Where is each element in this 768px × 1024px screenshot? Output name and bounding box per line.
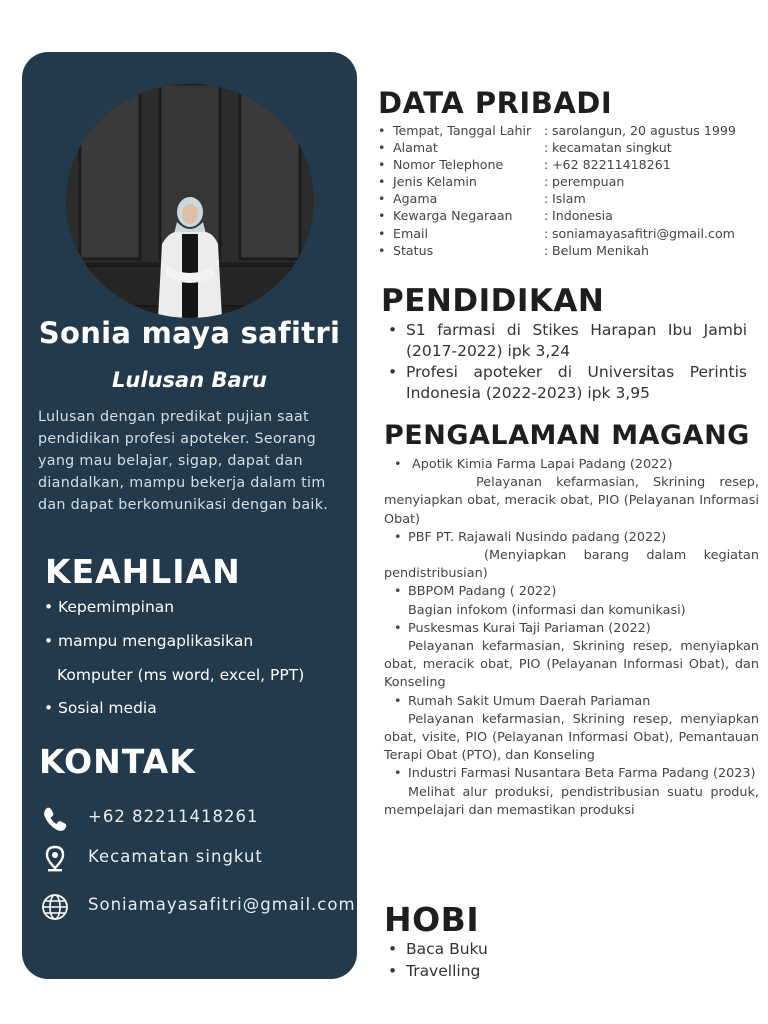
contact-phone-text: +62 82211418261 xyxy=(88,807,259,826)
internship-desc: Melihat alur produksi, pendistribusian suatu produk, mempelajari dan memastikan produksi xyxy=(384,784,759,818)
personal-row: • Agama : Islam xyxy=(378,191,586,207)
internship-desc: Pelayanan kefarmasian, Skrining resep, menyiapkan obat, visite, PIO (Pelayanan Informasi Obat), Pemantauan Terapi Obat (PTO), dan Konseling xyxy=(384,711,759,764)
internship-desc: Pelayanan kefarmasian, Skrining resep, menyiapkan obat, meracik obat, PIO (Pelayanan Informasi Obat) xyxy=(384,475,759,527)
skill-item-continuation: Komputer (ms word, excel, PPT) xyxy=(57,666,305,684)
internship-heading: PENGALAMAN MAGANG xyxy=(384,420,750,451)
skills-heading: KEAHLIAN xyxy=(45,552,241,591)
personal-row: • Kewarga Negaraan : Indonesia xyxy=(378,208,613,224)
internship-title: • Puskesmas Kurai Taji Pariaman (2022) xyxy=(394,620,651,636)
contact-email-text: Soniamayasafitri@gmail.com xyxy=(88,895,356,914)
personal-row: • Email : soniamayasafitri@gmail.com xyxy=(378,225,735,241)
personal-row: • Nomor Telephone : +62 82211418261 xyxy=(378,157,671,173)
phone-icon xyxy=(40,804,70,834)
profile-photo xyxy=(66,84,314,318)
internship-title: • BBPOM Padang ( 2022) xyxy=(394,584,557,600)
profile-photo-illustration xyxy=(66,84,314,318)
personal-row: • Jenis Kelamin : perempuan xyxy=(378,174,625,190)
personal-row: • Status : Belum Menikah xyxy=(378,242,650,258)
internship-desc: (Menyiapkan barang dalam kegiatan pendistribusian) xyxy=(384,548,759,582)
internship-title: • Industri Farmasi Nusantara Beta Farma Padang (2023) xyxy=(394,766,756,782)
hobby-item: • Baca Buku xyxy=(388,940,488,958)
education-item: • S1 farmasi di Stikes Harapan Ibu Jambi (2017-2022) ipk 3,24 xyxy=(388,321,747,360)
personal-row: • Alamat : kecamatan singkut xyxy=(378,140,672,156)
contact-phone xyxy=(40,804,357,834)
contact-email xyxy=(40,892,357,922)
hobbies-list xyxy=(386,938,488,982)
internship-title: • Rumah Sakit Umum Daerah Pariaman xyxy=(394,693,651,709)
hobbies-heading: HOBI xyxy=(384,900,480,939)
hobby-item: • Travelling xyxy=(388,962,481,980)
internship-list xyxy=(384,456,759,820)
internship-title: • PBF PT. Rajawali Nusindo padang (2022) xyxy=(394,529,667,545)
internship-title: • Apotik Kimia Farma Lapai Padang (2022) xyxy=(394,457,673,472)
skill-item: • Kepemimpinan xyxy=(44,598,175,616)
personal-data-list xyxy=(378,122,758,259)
education-heading: PENDIDIKAN xyxy=(381,283,605,319)
sidebar xyxy=(22,52,357,979)
education-list xyxy=(384,320,747,404)
personal-row: • Tempat, Tanggal Lahir : sarolangun, 20 agustus 1999 xyxy=(378,123,736,138)
skills-list xyxy=(42,592,347,719)
profile-summary: Lulusan dengan predikat pujian saat pendidikan profesi apoteker. Seorang yang mau belajar, sigap, dapat dan diandalkan, mampu bekerja dalam tim dan dapat berkomunikasi dengan baik. xyxy=(38,409,329,513)
globe-icon xyxy=(40,892,70,922)
education-item: • Profesi apoteker di Universitas Perintis Indonesia (2022-2023) ipk 3,95 xyxy=(388,363,747,402)
contact-heading: KONTAK xyxy=(39,742,196,781)
skill-item: • Sosial media xyxy=(44,699,157,717)
contact-location-text: Kecamatan singkut xyxy=(88,847,263,866)
internship-desc: Pelayanan kefarmasian, Skrining resep, menyiapkan obat, meracik obat, PIO (Pelayanan Informasi Obat), dan Konseling xyxy=(384,639,759,691)
internship-desc: Bagian infokom (informasi dan komunikasi) xyxy=(408,602,686,618)
skill-item: • mampu mengaplikasikan xyxy=(44,632,254,650)
location-pin-icon xyxy=(40,844,70,874)
contact-location xyxy=(40,844,357,874)
personal-heading: DATA PRIBADI xyxy=(378,86,613,120)
profile-role: Lulusan Baru xyxy=(112,368,267,392)
profile-name: Sonia maya safitri xyxy=(38,316,341,350)
